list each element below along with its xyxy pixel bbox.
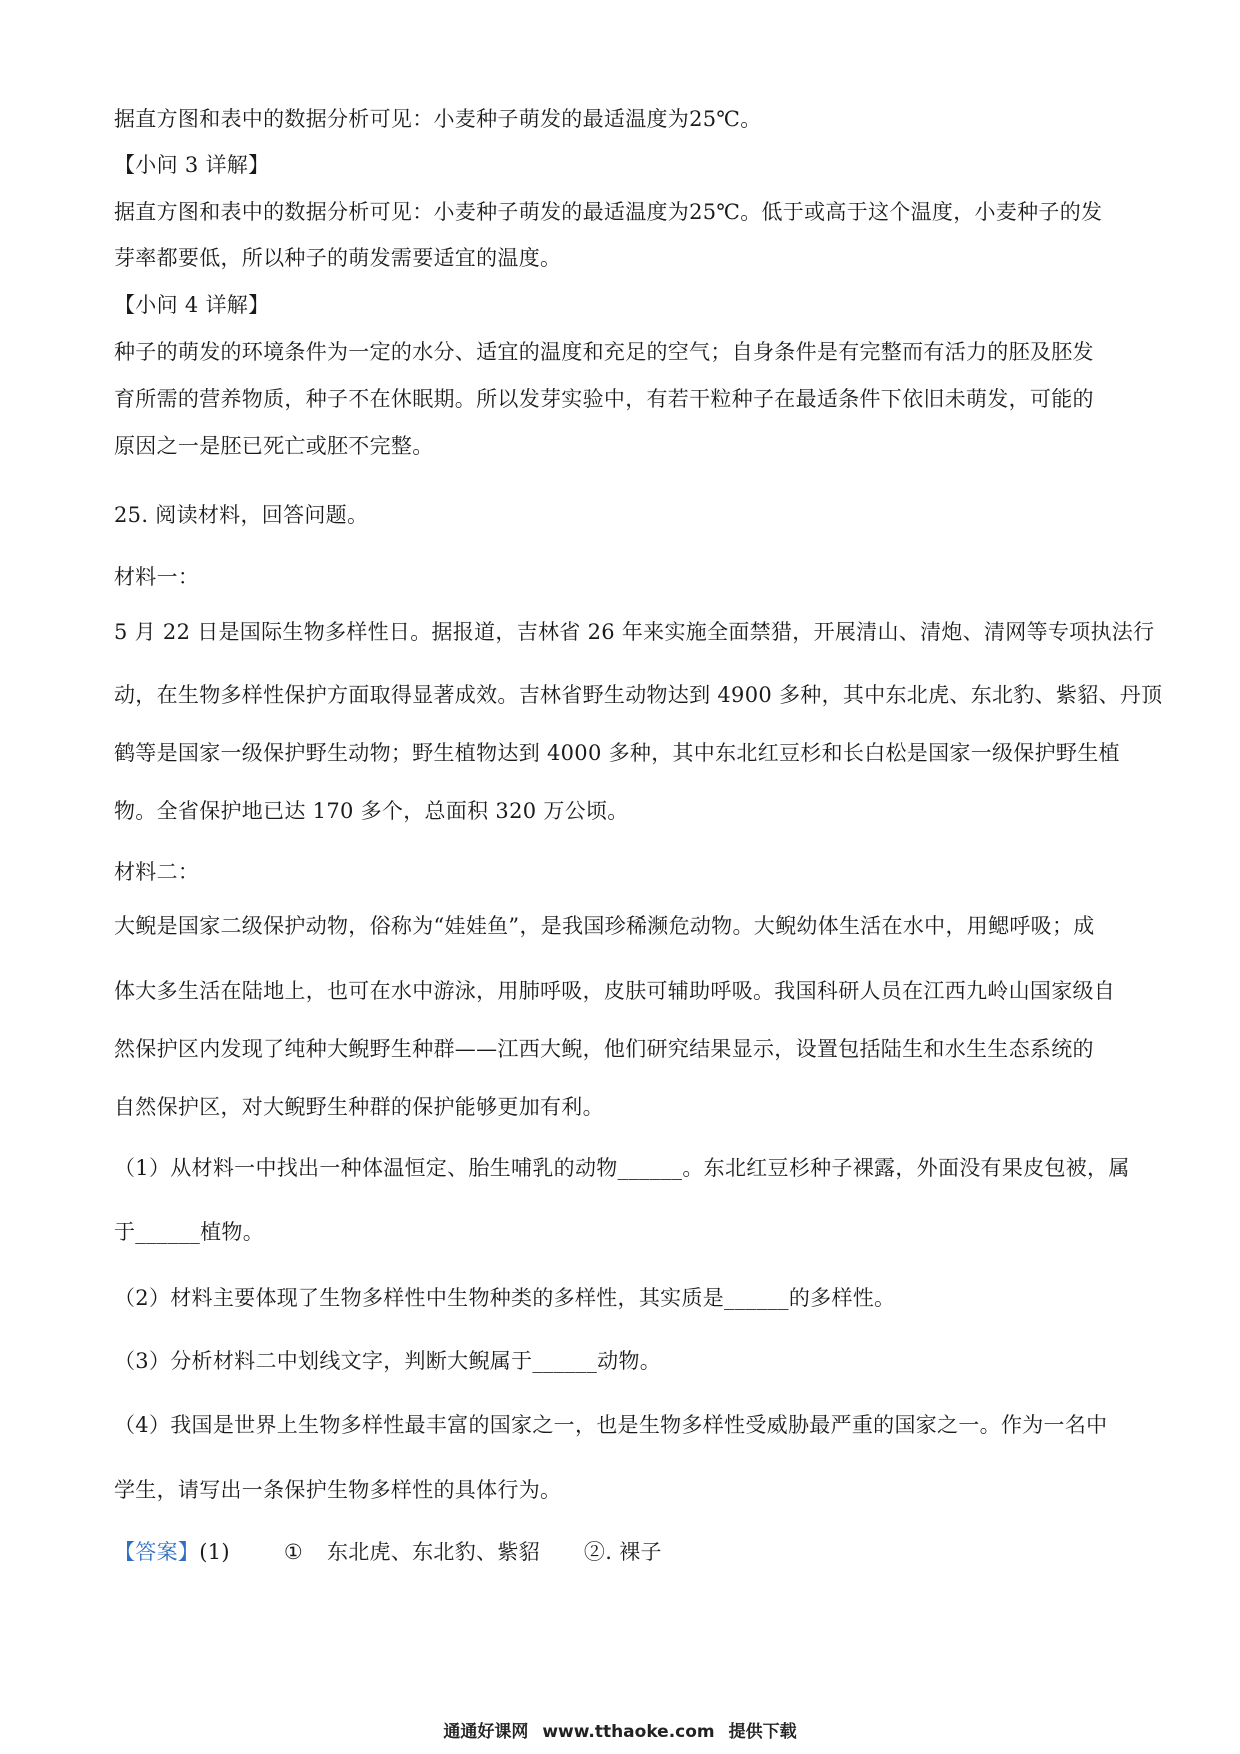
- text-line: 自然保护区，对大鲵野生种群的保护能够更加有利。: [114, 1095, 604, 1119]
- footer-suffix: 提供下载: [728, 1722, 797, 1742]
- text-line: 鹤等是国家一级保护野生动物；野生植物达到 4000 多种，其中东北红豆杉和长白松是国家一级保护野生植: [114, 741, 1120, 765]
- sub-question-1-cont: 于______植物。: [114, 1220, 264, 1244]
- section-heading: 【小问 4 详解】: [114, 293, 270, 317]
- text-line: 体大多生活在陆地上，也可在水中游泳，用肺呼吸，皮肤可辅助呼吸。我国科研人员在江西九岭山国家级自: [114, 979, 1116, 1003]
- text-line: 原因之一是胚已死亡或胚不完整。: [114, 434, 434, 458]
- text-line: 育所需的营养物质，种子不在休眠期。所以发芽实验中，有若干粒种子在最适条件下依旧未萌发，可能的: [114, 387, 1094, 411]
- material-heading: 材料一：: [114, 565, 200, 589]
- material-heading: 材料二：: [114, 860, 200, 884]
- sub-question-4-cont: 学生，请写出一条保护生物多样性的具体行为。: [114, 1478, 562, 1502]
- sub-question-1: （1）从材料一中找出一种体温恒定、胎生哺乳的动物______。东北红豆杉种子裸露，外面没有果皮包被，属: [114, 1156, 1130, 1180]
- answer-line: [114, 1537, 1134, 1567]
- text-line: 然保护区内发现了纯种大鲵野生种群——江西大鲵，他们研究结果显示，设置包括陆生和水生生态系统的: [114, 1037, 1094, 1061]
- text-line: 芽率都要低，所以种子的萌发需要适宜的温度。: [114, 246, 562, 270]
- text-line: 物。全省保护地已达 170 多个，总面积 320 万公顷。: [114, 799, 629, 823]
- footer-site-name: 通通好课网: [443, 1722, 529, 1742]
- sub-question-2: （2）材料主要体现了生物多样性中生物种类的多样性，其实质是______的多样性。: [114, 1286, 896, 1310]
- answer-part: (1): [199, 1540, 230, 1564]
- page-footer: [0, 1720, 1240, 1744]
- sub-question-4: （4）我国是世界上生物多样性最丰富的国家之一，也是生物多样性受威胁最严重的国家之一。作为一名中: [114, 1413, 1108, 1437]
- answer-item-1-number: ①: [283, 1540, 303, 1564]
- sub-question-3: （3）分析材料二中划线文字，判断大鲵属于______动物。: [114, 1349, 662, 1373]
- text-line: 5 月 22 日是国际生物多样性日。据报道，吉林省 26 年来实施全面禁猎，开展清山、清炮、清网等专项执法行: [114, 620, 1155, 644]
- text-line: 据直方图和表中的数据分析可见：小麦种子萌发的最适温度为25℃。低于或高于这个温度，小麦种子的发: [114, 200, 1103, 224]
- section-heading: 【小问 3 详解】: [114, 153, 270, 177]
- footer-url: www.tthaoke.com: [542, 1722, 715, 1742]
- text-line: 大鲵是国家二级保护动物，俗称为“娃娃鱼”，是我国珍稀濒危动物。大鲵幼体生活在水中，用鳃呼吸；成: [114, 914, 1095, 938]
- answer-tag: 【答案】: [114, 1540, 200, 1564]
- answer-item-2-text: 裸子: [619, 1540, 662, 1564]
- answer-item-2-number: ②.: [583, 1540, 613, 1564]
- answer-item-1-text: 东北虎、东北豹、紫貂: [326, 1540, 540, 1564]
- text-line: 动，在生物多样性保护方面取得显著成效。吉林省野生动物达到 4900 多种，其中东北虎、东北豹、紫貂、丹顶: [114, 683, 1163, 707]
- text-line: 种子的萌发的环境条件为一定的水分、适宜的温度和充足的空气；自身条件是有完整而有活力的胚及胚发: [114, 340, 1094, 364]
- question-title: 25. 阅读材料，回答问题。: [114, 503, 369, 527]
- text-line: 据直方图和表中的数据分析可见：小麦种子萌发的最适温度为25℃。: [114, 107, 762, 131]
